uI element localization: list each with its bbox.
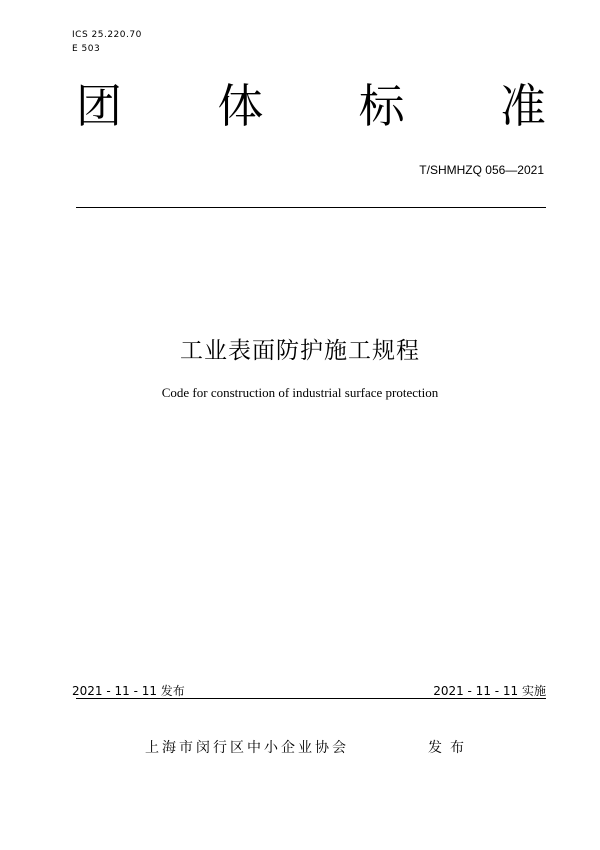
- ccs-code: E 503: [72, 44, 101, 54]
- standard-type-char: 体: [217, 79, 264, 133]
- document-title-en: Code for construction of industrial surface protection: [161, 385, 439, 400]
- classification-codes: [72, 28, 142, 56]
- publish-date: 2021 - 11 - 11 发布: [72, 684, 185, 698]
- implement-date: 2021 - 11 - 11 实施: [433, 684, 546, 698]
- standard-type-heading: [76, 80, 546, 132]
- footer-divider: [76, 698, 546, 699]
- ics-code: ICS 25.220.70: [72, 30, 142, 40]
- standard-type-char: 标: [358, 79, 405, 133]
- standard-type-char: 准: [499, 79, 546, 133]
- publisher-name: 上海市闵行区中小企业协会: [145, 740, 349, 756]
- standard-number: T/SHMHZQ 056—2021: [419, 163, 544, 177]
- document-title-cn: 工业表面防护施工规程: [180, 338, 420, 364]
- standard-type-char: 团: [76, 79, 122, 133]
- publish-label: 发布: [428, 740, 472, 756]
- header-divider: [76, 207, 546, 208]
